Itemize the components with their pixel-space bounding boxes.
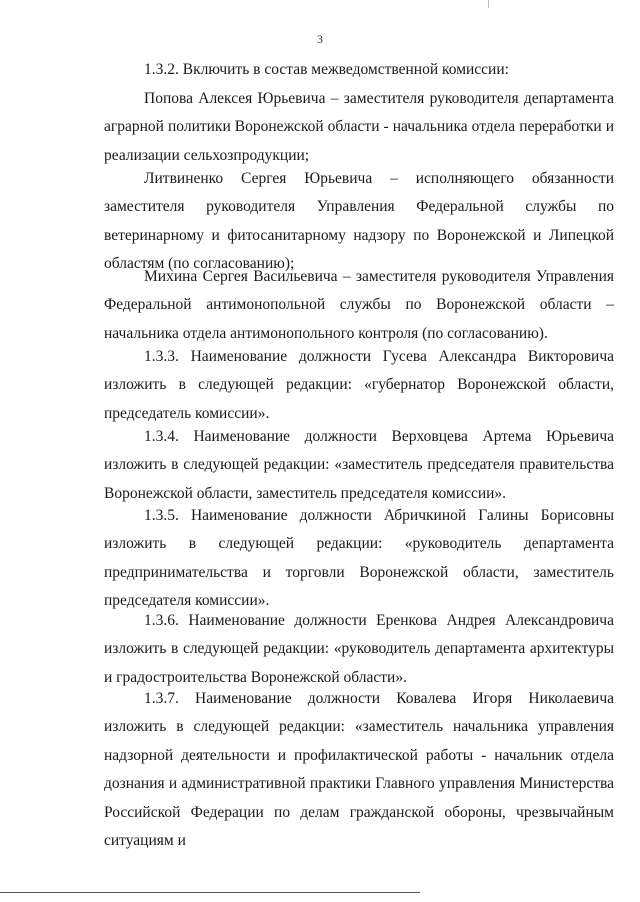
paragraph-1-3-6: 1.3.6. Наименование должности Еренкова Андрея Александровича изложить в следующей редакции: «руководитель департамента архитектуры и градостроительства Воронежской области».: [104, 612, 614, 686]
paragraph-1-3-7: 1.3.7. Наименование должности Ковалева Игоря Николаевича изложить в следующей редакции: «заместитель начальника управления надзорной деятельности и профилактической работы - начальник отдела дознания и административной практики Главного управления Министерства Российской Федерации по делам гражданской обороны, чрезвычайным ситуациям и: [104, 690, 614, 850]
page-number: 3: [317, 32, 323, 46]
paragraph-mikhin: Михина Сергея Васильевича – заместителя руководителя Управления Федеральной антимонопольной службы по Воронежской области – начальника отдела антимонопольного контроля (по согласованию).: [104, 268, 614, 342]
paragraph-1-3-4: 1.3.4. Наименование должности Верховцева Артема Юрьевича изложить в следующей редакции: «заместитель председателя правительства Воронежской области, заместитель председателя комиссии».: [104, 428, 614, 502]
bottom-rule: [0, 892, 420, 893]
paragraph-1-3-3: 1.3.3. Наименование должности Гусева Александра Викторовича изложить в следующей редакции: «губернатор Воронежской области, председатель комиссии».: [104, 348, 614, 422]
scan-mark: [488, 0, 489, 8]
paragraph-popov: Попова Алексея Юрьевича – заместителя руководителя департамента аграрной политики Воронежской области - начальника отдела переработки и реализации сельхозпродукции;: [104, 90, 614, 164]
paragraph-litvinenko: Литвиненко Сергея Юрьевича – исполняющего обязанности заместителя руководителя Управления Федеральной службы по ветеринарному и фитосанитарному надзору по Воронежской и Липецкой областям (по согласованию);: [104, 170, 614, 273]
paragraph-1-3-2-heading: 1.3.2. Включить в состав межведомственной комиссии:: [144, 61, 509, 78]
paragraph-1-3-5: 1.3.5. Наименование должности Абричкиной Галины Борисовны изложить в следующей редакции: «руководитель департамента предпринимательства и торговли Воронежской области, заместитель председателя комиссии».: [104, 507, 614, 610]
